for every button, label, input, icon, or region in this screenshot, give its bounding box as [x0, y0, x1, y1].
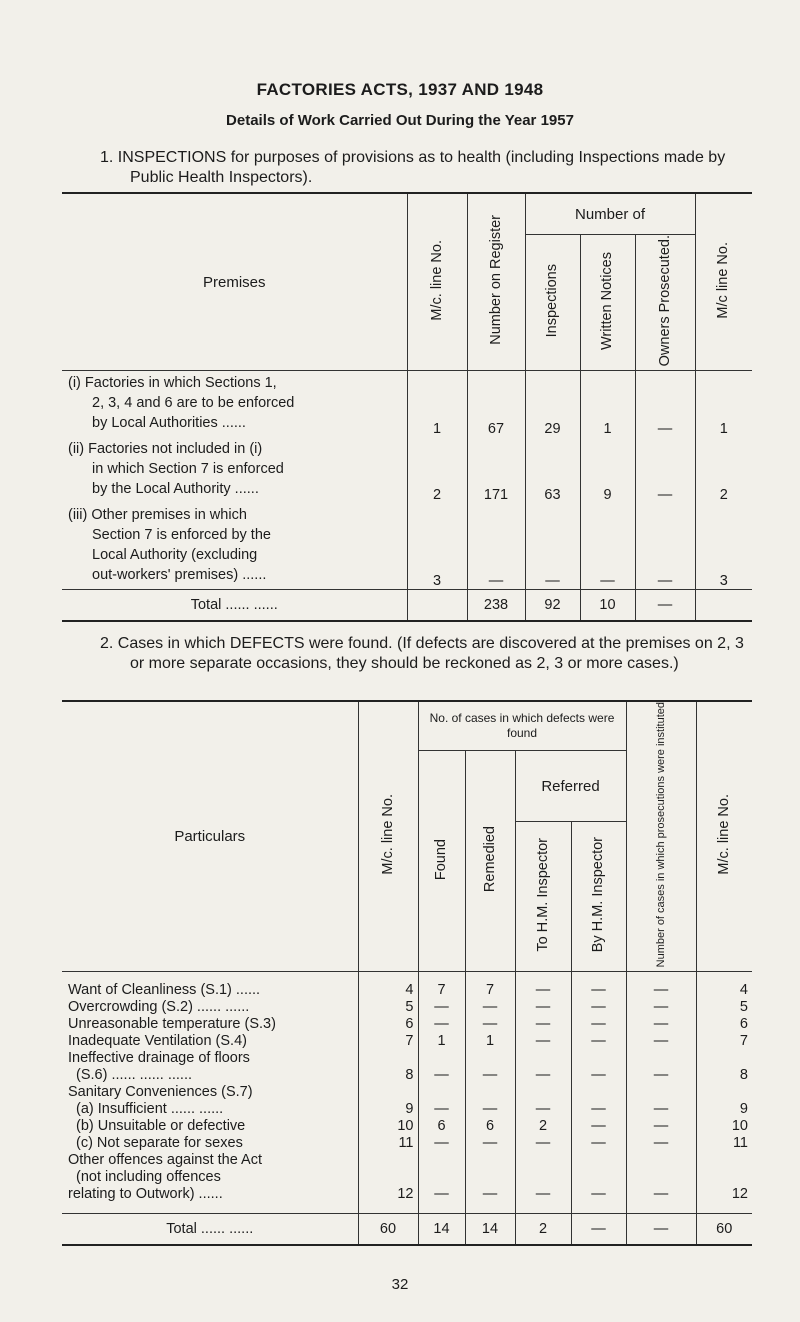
mc-cell: 1 [407, 371, 467, 438]
particulars-cell: Ineffective drainage of floors [68, 1050, 250, 1067]
mc-end-cell: 4 [696, 982, 752, 999]
mc-end-cell: 1 [695, 371, 752, 438]
mc-end-cell: 9 [696, 1101, 752, 1118]
mc-cell: 7 [358, 1033, 418, 1050]
to-hm-cell [515, 1169, 571, 1186]
table-row [62, 982, 752, 999]
inspections-cell: 29 [525, 371, 580, 438]
found-cell: — [418, 1016, 465, 1033]
particulars-cell: (c) Not separate for sexes [76, 1135, 243, 1152]
remedied-cell: 7 [465, 982, 515, 999]
to-hm-cell: — [515, 1135, 571, 1152]
prosecutions-cell [626, 1050, 696, 1067]
notices-cell: 1 [580, 371, 635, 438]
remedied-cell: — [465, 1067, 515, 1084]
total-row [62, 590, 752, 622]
defects-group-header: No. of cases in which defects were found [418, 701, 626, 751]
mc-cell: 2 [407, 437, 467, 503]
to-hm-cell [515, 1084, 571, 1101]
prosecutions-cell: — [626, 1033, 696, 1050]
to-hm-cell: 2 [515, 1118, 571, 1135]
found-cell [418, 1084, 465, 1101]
table-row [62, 437, 752, 503]
table-row [62, 1033, 752, 1050]
premises-header: Premises [62, 193, 407, 371]
mc-end-cell: 2 [695, 437, 752, 503]
by-hm-cell: — [571, 1016, 626, 1033]
prosecutions-cell: — [626, 1101, 696, 1118]
table-row [62, 503, 752, 590]
mc-end-cell [696, 1050, 752, 1067]
by-hm-cell: — [571, 1033, 626, 1050]
mc-cell: 11 [358, 1135, 418, 1152]
inspections-cell: — [525, 503, 580, 590]
mc-cell: 10 [358, 1118, 418, 1135]
found-cell [418, 1152, 465, 1169]
found-cell: — [418, 1101, 465, 1118]
prosecutions-cell [626, 1084, 696, 1101]
to-hm-total: 2 [515, 1214, 571, 1246]
by-hm-cell: — [571, 1101, 626, 1118]
by-hm-cell: — [571, 1067, 626, 1084]
remedied-cell: — [465, 1135, 515, 1152]
prosecutions-cell [626, 1152, 696, 1169]
found-header: Found [418, 751, 465, 972]
remedied-cell: 6 [465, 1118, 515, 1135]
remedied-total: 14 [465, 1214, 515, 1246]
mc-end-cell: 10 [696, 1118, 752, 1135]
table-row [62, 1186, 752, 1203]
table-row [62, 1152, 752, 1169]
notices-cell: 9 [580, 437, 635, 503]
to-hm-cell: — [515, 999, 571, 1016]
mc-end-cell [696, 1084, 752, 1101]
mc-cell: 5 [358, 999, 418, 1016]
page-title: FACTORIES ACTS, 1937 AND 1948 [256, 80, 544, 99]
by-hm-header: By H.M. Inspector [571, 822, 626, 972]
owners-prosecuted-header: Owners Prosecuted. [635, 235, 695, 371]
premises-cell: (iii) Other premises in which Section 7 is enforced by the Local Authority (excluding out-workers' premises) ...... [68, 507, 271, 584]
found-total: 14 [418, 1214, 465, 1246]
referred-header: Referred [515, 751, 626, 822]
page-number: 32 [391, 1276, 409, 1293]
remedied-cell [465, 1169, 515, 1186]
inspections-total: 92 [525, 590, 580, 622]
table-row [62, 999, 752, 1016]
mc-end-cell: 5 [696, 999, 752, 1016]
number-of-header: Number of [525, 193, 695, 235]
table-row [62, 1067, 752, 1084]
to-hm-cell: — [515, 1033, 571, 1050]
inspections-table [62, 192, 752, 622]
particulars-cell: (not including offences [76, 1169, 221, 1186]
register-cell: 67 [467, 371, 525, 438]
remedied-cell: — [465, 1016, 515, 1033]
prosecuted-total: — [635, 590, 695, 622]
mc-cell [358, 1084, 418, 1101]
to-hm-cell: — [515, 1067, 571, 1084]
table-row [62, 1135, 752, 1152]
found-cell [418, 1169, 465, 1186]
found-cell: 7 [418, 982, 465, 999]
mc-end-cell [696, 1169, 752, 1186]
by-hm-cell [571, 1084, 626, 1101]
to-hm-cell: — [515, 982, 571, 999]
prosecutions-cell: — [626, 1118, 696, 1135]
register-cell: 171 [467, 437, 525, 503]
mc-end-cell: 12 [696, 1186, 752, 1203]
by-hm-total: — [571, 1214, 626, 1246]
to-hm-header: To H.M. Inspector [515, 822, 571, 972]
by-hm-cell: — [571, 1135, 626, 1152]
particulars-cell: relating to Outwork) ...... [68, 1186, 223, 1203]
prosecutions-cell: — [626, 999, 696, 1016]
premises-cell: (i) Factories in which Sections 1, 2, 3, 4 and 6 are to be enforced by Local Authorities ...... [68, 375, 295, 432]
table-row [62, 1118, 752, 1135]
remedied-cell: — [465, 1186, 515, 1203]
section-1-heading: 1. INSPECTIONS for purposes of provisions as to health (including Inspections made by Public Health Inspectors). [100, 149, 726, 186]
mc-cell [358, 1152, 418, 1169]
by-hm-cell [571, 1152, 626, 1169]
inspections-header: Inspections [525, 235, 580, 371]
mc-cell: 4 [358, 982, 418, 999]
remedied-cell: — [465, 1101, 515, 1118]
page-subtitle: Details of Work Carried Out During the Year 1957 [226, 112, 574, 129]
by-hm-cell: — [571, 999, 626, 1016]
by-hm-cell [571, 1169, 626, 1186]
mc-cell: 12 [358, 1186, 418, 1203]
table-row [62, 1101, 752, 1118]
mc-line-end-header: M/c line No. [695, 193, 752, 371]
prosecutions-cell: — [626, 1186, 696, 1203]
by-hm-cell [571, 1050, 626, 1067]
prosecutions-header: Number of cases in which prosecutions were instituted [626, 701, 696, 972]
prosecutions-cell [626, 1169, 696, 1186]
prosecutions-cell: — [626, 1067, 696, 1084]
register-total: 238 [467, 590, 525, 622]
found-cell: — [418, 1067, 465, 1084]
particulars-cell: (S.6) ...... ...... ...... [76, 1067, 193, 1084]
prosecutions-total: — [626, 1214, 696, 1246]
defects-table [62, 700, 752, 1246]
to-hm-cell: — [515, 1016, 571, 1033]
particulars-cell: Want of Cleanliness (S.1) ...... [68, 982, 261, 999]
total-label: Total ...... ...... [62, 590, 407, 622]
total-label: Total ...... ...... [62, 1214, 358, 1246]
found-cell: — [418, 1135, 465, 1152]
prosecuted-cell: — [635, 437, 695, 503]
table-row [62, 1084, 752, 1101]
mc-end-cell: 3 [695, 503, 752, 590]
mc-end-cell: 8 [696, 1067, 752, 1084]
prosecutions-cell: — [626, 1135, 696, 1152]
mc-cell [407, 590, 467, 622]
register-header: Number on Register [467, 193, 525, 371]
mc-cell [358, 1169, 418, 1186]
inspections-cell: 63 [525, 437, 580, 503]
mc-line-header: M/c. line No. [358, 701, 418, 972]
mc-end-cell: 7 [696, 1033, 752, 1050]
to-hm-cell [515, 1152, 571, 1169]
to-hm-cell: — [515, 1186, 571, 1203]
premises-cell: (ii) Factories not included in (i) in which Section 7 is enforced by the Local Authority ...... [68, 441, 284, 498]
prosecutions-cell: — [626, 982, 696, 999]
table-row [62, 1169, 752, 1186]
table-row [62, 1050, 752, 1067]
table-row [62, 1016, 752, 1033]
particulars-cell: (a) Insufficient ...... ...... [76, 1101, 224, 1118]
mc-line-end-header: M/c. line No. [696, 701, 752, 972]
mc-end-cell: 6 [696, 1016, 752, 1033]
mc-total: 60 [358, 1214, 418, 1246]
total-row [62, 1214, 752, 1246]
remedied-cell [465, 1084, 515, 1101]
particulars-cell: Other offences against the Act [68, 1152, 262, 1169]
found-cell: — [418, 999, 465, 1016]
particulars-cell: Unreasonable temperature (S.3) [68, 1016, 276, 1033]
prosecuted-cell: — [635, 503, 695, 590]
mc-end-cell [696, 1152, 752, 1169]
register-cell: — [467, 503, 525, 590]
to-hm-cell [515, 1050, 571, 1067]
by-hm-cell: — [571, 982, 626, 999]
notices-cell: — [580, 503, 635, 590]
to-hm-cell: — [515, 1101, 571, 1118]
notices-total: 10 [580, 590, 635, 622]
remedied-cell: 1 [465, 1033, 515, 1050]
found-cell: — [418, 1186, 465, 1203]
mc-end-cell [695, 590, 752, 622]
found-cell [418, 1050, 465, 1067]
mc-cell [358, 1050, 418, 1067]
remedied-cell [465, 1152, 515, 1169]
particulars-cell: Overcrowding (S.2) ...... ...... [68, 999, 250, 1016]
mc-cell: 6 [358, 1016, 418, 1033]
by-hm-cell: — [571, 1186, 626, 1203]
particulars-cell: Sanitary Conveniences (S.7) [68, 1084, 253, 1101]
mc-end-cell: 11 [696, 1135, 752, 1152]
mc-line-header: M/c. line No. [407, 193, 467, 371]
found-cell: 6 [418, 1118, 465, 1135]
table-row [62, 371, 752, 438]
prosecuted-cell: — [635, 371, 695, 438]
particulars-header: Particulars [62, 701, 358, 972]
mc-cell: 9 [358, 1101, 418, 1118]
remedied-cell: — [465, 999, 515, 1016]
remedied-header: Remedied [465, 751, 515, 972]
written-notices-header: Written Notices [580, 235, 635, 371]
found-cell: 1 [418, 1033, 465, 1050]
particulars-cell: Inadequate Ventilation (S.4) [68, 1033, 247, 1050]
mc-cell: 3 [407, 503, 467, 590]
particulars-cell: (b) Unsuitable or defective [76, 1118, 246, 1135]
section-2-heading: 2. Cases in which DEFECTS were found. (If defects are discovered at the premises on 2, 3 or more separate occasions, they should be reckoned as 2, 3 or more cases.) [100, 635, 744, 672]
remedied-cell [465, 1050, 515, 1067]
prosecutions-cell: — [626, 1016, 696, 1033]
mc-end-total: 60 [696, 1214, 752, 1246]
by-hm-cell: — [571, 1118, 626, 1135]
mc-cell: 8 [358, 1067, 418, 1084]
